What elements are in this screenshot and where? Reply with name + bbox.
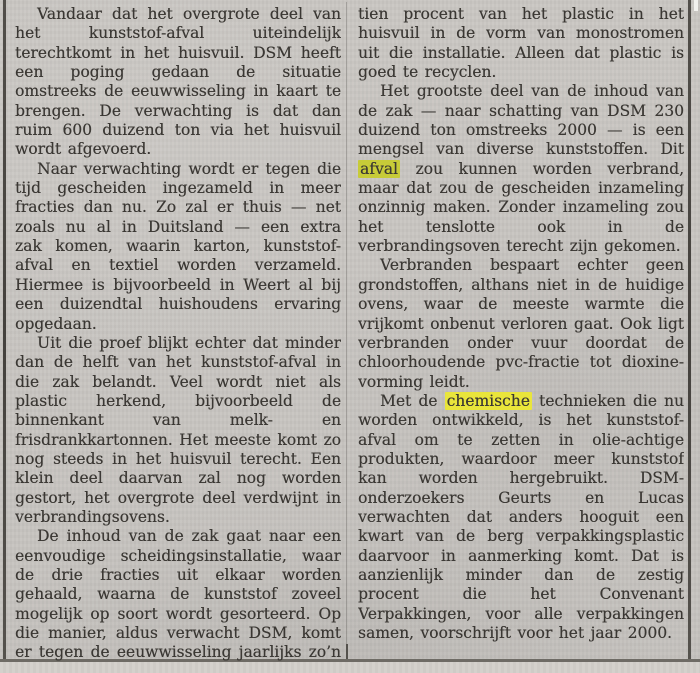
- text-segment: Vandaar dat het overgrote deel van het kunststof-afval uiteindelijk terechtkomt in het huisvuil. DSM heeft een poging gedaan de situatie omstreeks de eeuwwisseling in kaart te brengen. De verwachting is dat dan ruim 600 duizend ton via het huisvuil wordt afgevoerd.: [15, 5, 341, 159]
- text-segment: technieken die nu worden ontwikkeld, is het kunststof-afval om te zetten in olie-achtige produkten, waardoor meer kunststof kan worden hergebruikt. DSM-onderzoekers Geurts en Lucas verwachten dat anders hooguit een kwart van de berg verpakkingsplastic daarvoor in aanmerking komt. Dat is aanzienlijk minder dan de zestig procent die het Convenant Verpakkingen, voor alle verpakkingen samen, voorschrijft voor het jaar 2000.: [358, 391, 684, 642]
- highlighted-word: chemische: [446, 391, 530, 410]
- article-paragraph: [358, 82, 684, 256]
- article-column-right: [358, 5, 684, 661]
- text-segment: tien procent van het plastic in het huisvuil in de vorm van monostromen uit die installatie. Alleen dat plastic is goed te recyclen.: [358, 5, 684, 82]
- text-segment: De inhoud van de zak gaat naar een eenvoudige scheidingsinstallatie, waar de drie fracties uit elkaar worden gehaald, waarna de kunststof zoveel mogelijk op soort wordt gesorteerd. Op die manier, aldus verwacht DSM, komt er tegen de eeuwwisseling jaarlijks zo’n: [15, 527, 341, 661]
- article-paragraph: [358, 5, 684, 82]
- left-edge-rule: [3, 0, 6, 661]
- text-segment: Verbranden bespaart echter geen grondstoffen, althans niet in de huidige ovens, waar de meeste warmte die vrijkomt onbenut verloren gaat. Ook ligt verbranden onder vuur doordat de chloorhoudende pvc-fractie tot dioxine-vorming leidt.: [358, 256, 684, 391]
- text-segment: Met de: [380, 391, 445, 410]
- article-paragraph: [15, 160, 341, 334]
- column-divider-rule: [346, 2, 347, 652]
- text-segment: Uit die proef blijkt echter dat minder dan de helft van het kunststof-afval in die zak belandt. Veel wordt niet als plastic herkend, bijvoorbeeld de binnenkant van melk- en frisdrankkartonnen. Het meeste komt zo nog steeds in het huisvuil terecht. Een klein deel daarvan zal nog worden gestort, het overgrote deel verdwijnt in verbrandingsovens.: [15, 333, 341, 526]
- article-paragraph: [15, 527, 341, 661]
- text-segment: zou kunnen worden verbrand, maar dat zou de gescheiden inzameling onzinnig maken. Zonder inzameling zou het tenslotte ook in de verbrandingsoven terecht zijn gekomen.: [358, 159, 684, 256]
- article-column-left: [15, 5, 341, 661]
- article-paragraph: [358, 256, 684, 391]
- scan-artifact-notch: [694, 0, 698, 11]
- text-segment: Het grootste deel van de inhoud van de zak — naar schatting van DSM 230 duizend ton omstreeks 2000 — is een mengsel van diverse kunststoffen. Dit: [358, 82, 684, 159]
- article-paragraph: [358, 392, 684, 643]
- paper-margin-below: [0, 662, 700, 673]
- column-divider-mark: [346, 644, 348, 660]
- text-segment: Naar verwachting wordt er tegen die tijd gescheiden ingezameld in meer fracties dan nu. Zo zal er thuis — net zoals nu al in Duitsland — een extra zak komen, waarin karton, kunststof-afval en textiel worden verzameld. Hiermee is bijvoorbeeld in Weert al bij een duizendtal huishoudens ervaring opgedaan.: [15, 159, 341, 333]
- right-edge-rule: [688, 0, 691, 661]
- highlighted-word: afval: [360, 159, 398, 178]
- article-paragraph: [15, 334, 341, 527]
- article-paragraph: [15, 5, 341, 160]
